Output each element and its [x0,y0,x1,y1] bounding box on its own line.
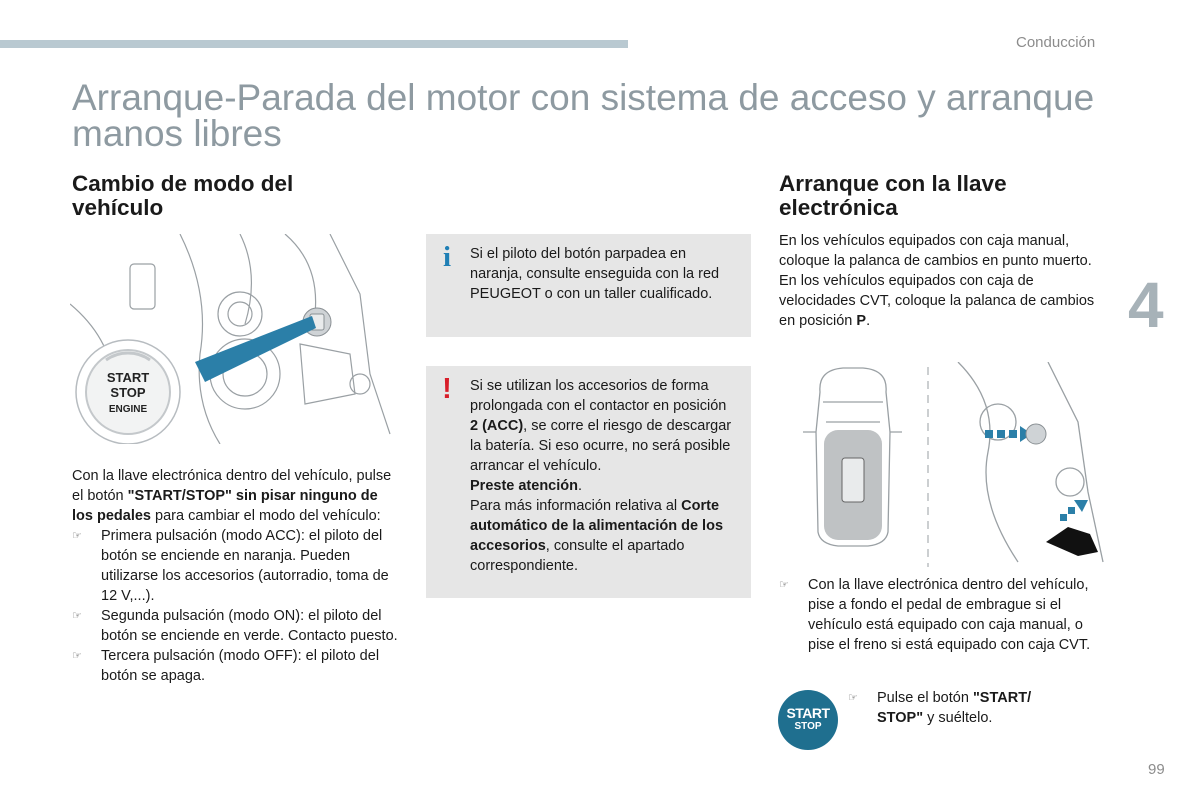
start-icon-label: START [786,705,830,721]
cvt-text-a: En los vehículos equipados con caja de velocidades CVT, coloque la palanca de cambios en posición [779,273,1095,329]
bullet-text-a: Pulse el botón [877,690,973,706]
warning-box [426,366,751,598]
page-title: Arranque-Parada del motor con sistema de acceso y arranque manos libres [72,77,1095,154]
list-item [72,526,402,606]
bullet-icon: ☞ [72,610,82,622]
key-start-text [779,231,1097,331]
section-label: Conducción [1016,34,1096,51]
intro-text-c: para cambiar el modo del vehículo: [150,508,381,524]
start-stop-button-illustration [70,234,398,444]
list-item [779,575,1097,655]
bullet-text-b: "START/ STOP" [877,690,1032,726]
warning-attention: Preste atención [470,478,578,494]
intro-text-b: "START/STOP" sin pisar ninguno de los pedales [72,488,378,524]
warning-text-a: Si se utilizan los accesorios de forma prolongada con el contactor en posición [470,378,727,414]
warning-text-b: , se corre el riesgo de descargar la batería. Si eso ocurre, no será posible arrancar el vehículo. [470,418,732,474]
bullet-icon: ☞ [779,579,789,591]
bullet-icon: ☞ [72,530,82,542]
top-rule [0,40,628,48]
bullet-text: Primera pulsación (modo ACC): el piloto del botón se enciende en naranja. Pueden utilizarse los accesorios (autorradio, toma de 12 V,...). [101,528,389,604]
manual-gearbox-text: En los vehículos equipados con caja manual, coloque la palanca de cambios en punto muerto. [779,233,1092,269]
chapter-number: 4 [1128,269,1164,341]
cvt-text-p: P [856,313,867,329]
intro-text-a: Con la llave electrónica dentro del vehículo, pulse el botón [72,468,392,504]
bullet-text: Tercera pulsación (modo OFF): el piloto del botón se apaga. [101,648,380,684]
list-item [848,688,1048,728]
key-start-bullet [779,575,1097,655]
heading-key-start: Arranque con la llave electrónica [779,171,1007,220]
illus-engine-label: ENGINE [108,404,148,415]
bullet-icon: ☞ [848,692,858,704]
mode-change-text [72,466,402,686]
bullet-icon: ☞ [72,650,82,662]
warning-text [470,376,737,576]
press-button-text [848,688,1048,728]
page-number: 99 [1148,761,1165,778]
stop-icon-label: STOP [794,721,822,732]
list-item [72,606,402,646]
warning-text-d: , consulte el apartado correspondiente. [470,538,685,574]
warning-text-link: Corte automático de la alimentación de los accesorios [470,498,724,554]
cvt-text-c: . [866,313,871,329]
start-stop-icon [778,690,838,750]
info-icon: i [442,241,452,273]
warning-period: . [578,478,583,494]
car-pedal-illustration [798,362,1110,572]
warning-text-c: Para más información relativa al [470,498,682,514]
list-item [72,646,402,686]
heading-mode-change: Cambio de modo del vehículo [72,171,294,220]
info-text: Si el piloto del botón parpadea en naranja, consulte enseguida con la red PEUGEOT o con un taller cualificado. [470,246,720,302]
illus-start-label: START [106,370,150,385]
warning-text-acc: 2 (ACC) [470,418,524,434]
bullet-text-c: y suéltelo. [923,710,993,726]
info-box [426,234,751,337]
bullet-text: Segunda pulsación (modo ON): el piloto del botón se enciende en verde. Contacto puesto. [101,608,398,644]
warning-icon: ! [442,373,452,405]
bullet-text: Con la llave electrónica dentro del vehículo, pise a fondo el pedal de embrague si el vehículo está equipado con caja manual, o pise el freno si está equipado con caja CVT. [808,577,1091,653]
illus-stop-label: STOP [110,385,146,400]
